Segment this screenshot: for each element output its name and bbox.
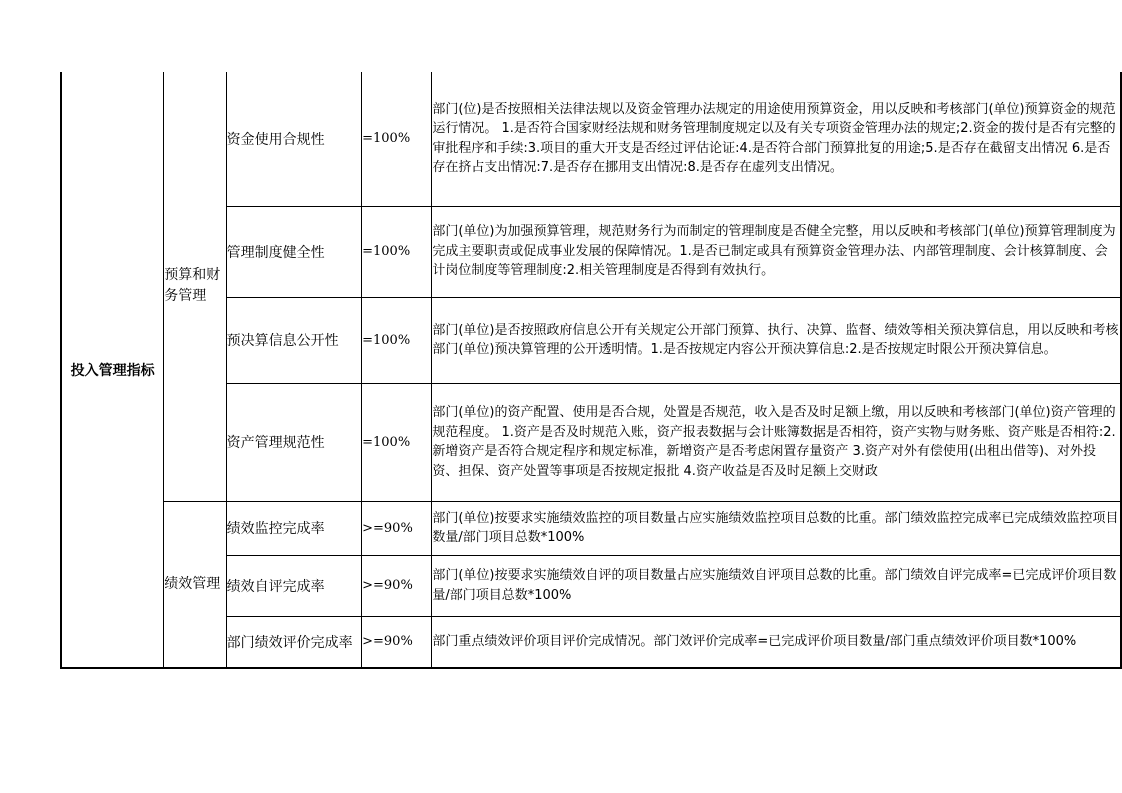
group-cell-performance	[164, 501, 226, 668]
indicator-threshold: =100%	[362, 206, 432, 297]
indicator-description: 部门(单位)的资产配置、使用是否合规，处置是否规范，收入是否及时足额上缴，用以反映和考核部门(单位)资产管理的规范程度。 1.资产是否及时规范入账，资产报表数据与会计账簿数据是否相符，资产实物与财务账、资产账是否相符:2.新增资产是否符合规定程序和规定标准，新增资产是否考虑闲置存量资产 3.资产对外有偿使用(出租出借等)、对外投资、担保、资产处置等事项是否按规定报批 4.资产收益是否及时足额上交财政	[432, 383, 1121, 501]
indicator-name: 资产管理规范性	[226, 383, 362, 501]
indicator-name: 部门绩效评价完成率	[226, 616, 362, 668]
category-label: 投入管理指标	[70, 362, 155, 379]
indicator-name: 管理制度健全性	[226, 206, 362, 297]
indicator-name: 资金使用合规性	[226, 72, 362, 206]
indicator-threshold: >=90%	[362, 555, 432, 616]
indicator-description: 部门重点绩效评价项目评价完成情况。部门效评价完成率=已完成评价项目数量/部门重点绩效评价项目数*100%	[432, 616, 1121, 668]
indicator-description: 部门(单位)按要求实施绩效自评的项目数量占应实施绩效自评项目总数的比重。部门绩效自评完成率=已完成评价项目数量/部门项目总数*100%	[432, 555, 1121, 616]
indicator-threshold: >=90%	[362, 501, 432, 555]
group-label: 预算和财务管理	[164, 267, 221, 305]
indicator-description: 部门(单位)为加强预算管理，规范财务行为而制定的管理制度是否健全完整，用以反映和考核部门(单位)预算管理制度为完成主要职责或促成事业发展的保障情况。1.是否已制定或具有预算资金管理办法、内部管理制度、会计核算制度、会计岗位制度等管理制度:2.相关管理制度是否得到有效执行。	[432, 206, 1121, 297]
indicator-table	[60, 72, 1122, 669]
category-cell	[61, 72, 164, 668]
indicator-description: 部门(单位)是否按照政府信息公开有关规定公开部门预算、执行、决算、监督、绩效等相关预决算信息，用以反映和考核部门(单位)预决算管理的公开透明情。1.是否按规定内容公开预决算信息:2.是否按规定时限公开预决算信息。	[432, 297, 1121, 383]
group-cell-budget	[164, 72, 226, 501]
indicator-description: 部门(位)是否按照相关法律法规以及资金管理办法规定的用途使用预算资金，用以反映和考核部门(单位)预算资金的规范运行情况。 1.是否符合国家财经法规和财务管理制度规定以及有关专项资金管理办法的规定;2.资金的拨付是否有完整的审批程序和手续:3.项目的重大开支是否经过评估论证:4.是否符合部门预算批复的用途;5.是否存在截留支出情况 6.是否存在挤占支出情况:7.是否存在挪用支出情况:8.是否存在虚列支出情况。	[432, 72, 1121, 206]
indicator-name: 绩效自评完成率	[226, 555, 362, 616]
group-label: 绩效管理	[164, 575, 221, 592]
indicator-threshold: =100%	[362, 383, 432, 501]
indicator-name: 绩效监控完成率	[226, 501, 362, 555]
indicator-threshold: =100%	[362, 297, 432, 383]
indicator-description: 部门(单位)按要求实施绩效监控的项目数量占应实施绩效监控项目总数的比重。部门绩效监控完成率已完成绩效监控项目数量/部门项目总数*100%	[432, 501, 1121, 555]
indicator-threshold: =100%	[362, 72, 432, 206]
indicator-name: 预决算信息公开性	[226, 297, 362, 383]
indicator-threshold: >=90%	[362, 616, 432, 668]
